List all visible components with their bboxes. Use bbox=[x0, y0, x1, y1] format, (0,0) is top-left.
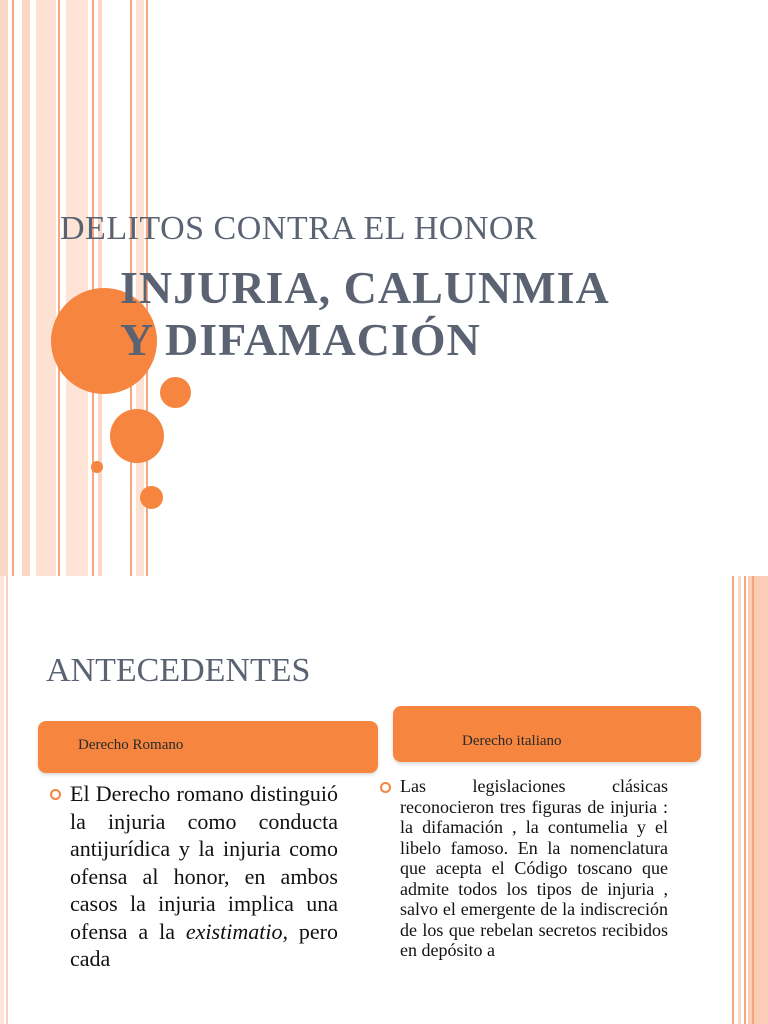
decorative-stripe bbox=[752, 576, 754, 1024]
bullet-text: Las legislaciones clásicas reconocieron tres figuras de injuria : la difamación , la contumelia y el libelo famoso. En la nomenclatura que acepta el Código toscano que admite todos los tipos de injuria , salvo el emergente de la indiscreción de los que rebelan secretos recibidos en depósito a bbox=[400, 776, 668, 960]
bullet-circle-icon bbox=[380, 782, 391, 793]
decorative-stripe bbox=[732, 576, 734, 1024]
decorative-stripe bbox=[0, 0, 8, 576]
content-slide bbox=[0, 576, 768, 1024]
decorative-stripe bbox=[58, 0, 60, 576]
decorative-circle bbox=[110, 409, 164, 463]
decorative-stripe bbox=[6, 576, 8, 1024]
decorative-circle bbox=[160, 377, 191, 408]
decorative-circle-small bbox=[91, 461, 103, 473]
bullet-text-italic: existimatio, bbox=[185, 918, 288, 944]
bullet-text-continued: pero cada bbox=[70, 918, 338, 971]
bullet-circle-icon bbox=[50, 789, 61, 800]
slide-subtitle: DELITOS CONTRA EL HONOR bbox=[60, 210, 538, 247]
slide-heading: ANTECEDENTES bbox=[46, 652, 311, 689]
decorative-stripe bbox=[748, 576, 768, 1024]
decorative-stripe bbox=[738, 576, 741, 1024]
decorative-stripe bbox=[36, 0, 56, 576]
decorative-circle bbox=[140, 486, 163, 509]
bullet-text: El Derecho romano distinguió la injuria como conducta antijurídica y la injuria como ofensa al honor, en ambos casos la injuria implica una ofensa a la bbox=[70, 781, 338, 944]
slide-title-line-2: Y DIFAMACIÓN bbox=[120, 314, 481, 365]
left-column-text bbox=[48, 780, 338, 973]
bullet-item bbox=[378, 776, 668, 961]
column-header-left-label: Derecho Romano bbox=[78, 737, 184, 753]
decorative-stripe bbox=[12, 0, 14, 576]
slide-title-line-1: INJURIA, CALUNMIA bbox=[120, 262, 610, 313]
decorative-stripe bbox=[66, 0, 88, 576]
decorative-stripe bbox=[0, 576, 4, 1024]
slide-title bbox=[120, 262, 720, 366]
decorative-stripe bbox=[22, 0, 30, 576]
column-header-right-label: Derecho italiano bbox=[462, 733, 562, 749]
right-column-text bbox=[378, 776, 668, 961]
bullet-item bbox=[48, 780, 338, 973]
decorative-stripe bbox=[744, 576, 746, 1024]
